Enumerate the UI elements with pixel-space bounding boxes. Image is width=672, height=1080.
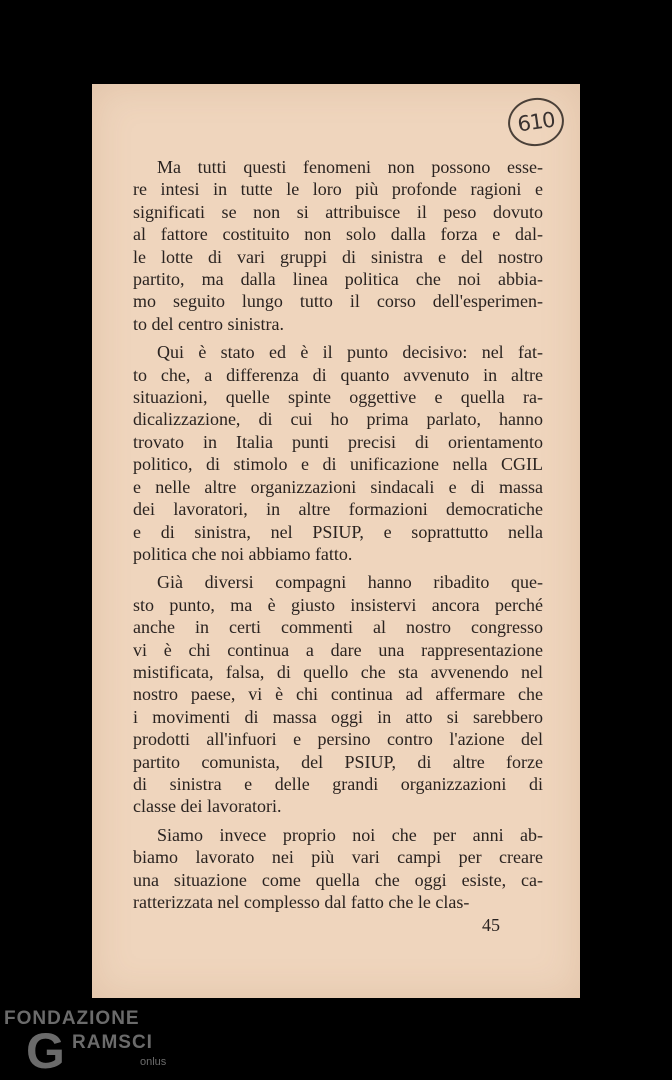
body-text (133, 156, 543, 919)
text-line: classe dei lavoratori. (133, 796, 282, 817)
text-line: to del centro sinistra. (133, 313, 284, 334)
text-line: politico, di stimolo e di unificazione nella CGIL (133, 454, 543, 475)
paragraph (133, 156, 543, 335)
text-line: sto punto, ma è giusto insistervi ancora perché (133, 594, 543, 615)
text-line: Ma tutti questi fenomeni non possono esse- (157, 157, 543, 177)
text-line: ratterizzata nel complesso dal fatto che le clas- (133, 892, 470, 912)
text-line: partito, ma dalla linea politica che noi abbia- (133, 269, 543, 290)
text-line: prodotti all'infuori e persino contro l'azione del (133, 729, 543, 750)
text-line: vi è chi continua a dare una rappresentazione (133, 639, 543, 660)
text-line: trovato in Italia punti precisi di orientamento (133, 431, 543, 452)
text-line: Siamo invece proprio noi che per anni ab- (157, 824, 543, 845)
text-line: to che, a differenza di quanto avvenuto in altre (133, 364, 543, 385)
logo-line3: onlus (140, 1056, 167, 1068)
text-line: mo seguito lungo tutto il corso dell'esperimen- (133, 291, 543, 312)
archive-number: 610 (515, 107, 557, 137)
document-page (92, 84, 580, 998)
archive-number-stamp (505, 94, 567, 149)
page-number: 45 (482, 915, 500, 935)
text-line: biamo lavorato nei più vari campi per creare (133, 847, 543, 868)
text-line: partito comunista, del PSIUP, di altre forze (133, 751, 543, 772)
text-line: una situazione come quella che oggi esiste, ca- (133, 869, 543, 890)
text-line: politica che noi abbiamo fatto. (133, 543, 353, 564)
text-line: di sinistra e delle grandi organizzazioni di (133, 773, 543, 794)
text-line: significati se non si attribuisce il peso dovuto (133, 201, 543, 222)
logo-line2: RAMSCI (72, 1032, 153, 1053)
text-line: anche in certi commenti al nostro congresso (133, 617, 543, 638)
text-line: Qui è stato ed è il punto decisivo: nel fat- (157, 342, 543, 363)
text-line: e nelle altre organizzazioni sindacali e di massa (133, 476, 543, 497)
fondazione-gramsci-logo (4, 1008, 174, 1078)
text-line: nostro paese, vi è chi continua ad affermare che (133, 684, 543, 705)
text-line: situazioni, quelle spinte oggettive e quella ra- (133, 387, 543, 408)
text-line: Già diversi compagni hanno ribadito que- (157, 572, 543, 593)
text-line: mistificata, falsa, di quello che sta avvenendo nel (133, 661, 543, 682)
text-line: dei lavoratori, in altre formazioni democratiche (133, 499, 543, 520)
text-line: le lotte di vari gruppi di sinistra e del nostro (133, 246, 543, 267)
text-line: e di sinistra, nel PSIUP, e soprattutto nella (133, 521, 543, 542)
paragraph (133, 824, 543, 914)
text-line: al fattore costituito non solo dalla forza e dal- (133, 224, 543, 245)
logo-g: G (26, 1023, 65, 1079)
paragraph (133, 341, 543, 565)
text-line: dicalizzazione, di cui ho prima parlato, hanno (133, 409, 543, 430)
logo-line1: FONDAZIONE (4, 1008, 140, 1029)
paragraph (133, 571, 543, 817)
text-line: re intesi in tutte le loro più profonde ragioni e (133, 179, 543, 200)
text-line: i movimenti di massa oggi in atto si sarebbero (133, 706, 543, 727)
